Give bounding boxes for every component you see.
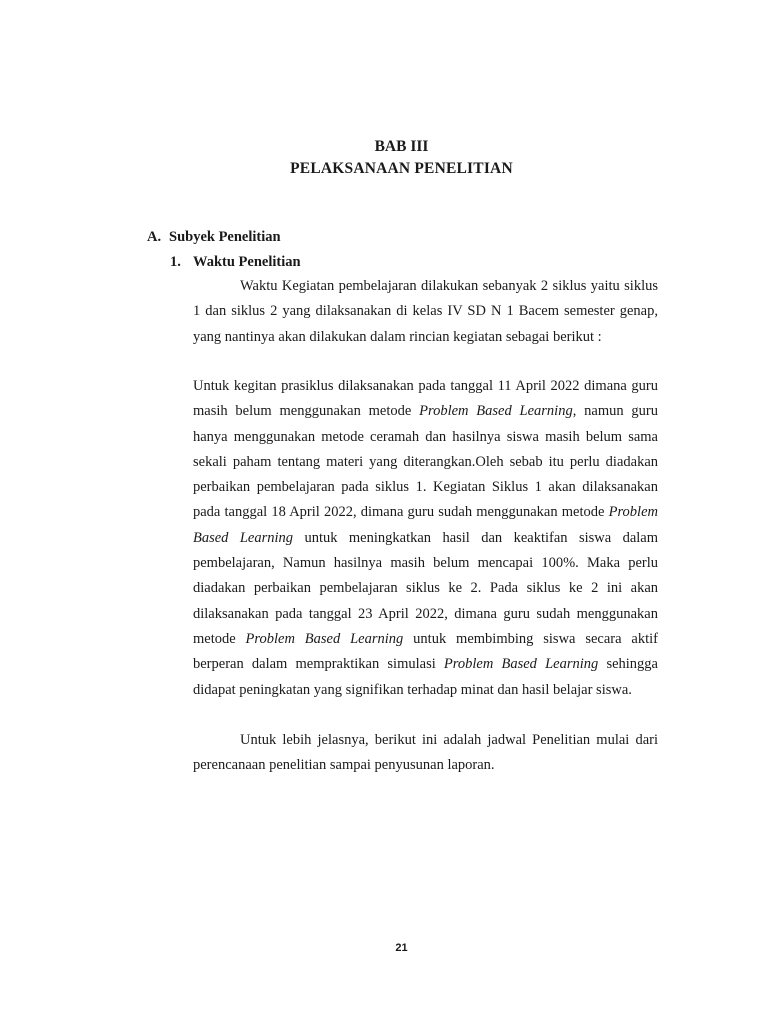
- paragraph-text: , namun guru hanya menggunakan metode ceramah dan hasilnya siswa masih belum sama sekali paham tentang materi yang diterangkan.Oleh sebab itu perlu diadakan perbaikan pembelajaran pada siklus 1. Kegiatan Siklus 1 akan dilaksanakan pada tanggal 18 April 2022, dimana guru sudah menggunakan metode: [193, 403, 658, 521]
- section-heading: [147, 227, 281, 247]
- chapter-title: PELAKSANAAN PENELITIAN: [290, 160, 513, 177]
- page-number: 21: [395, 942, 408, 954]
- paragraph-cycles: [193, 374, 658, 703]
- section-marker: A.: [147, 229, 162, 245]
- paragraph-text: Untuk kegitan prasiklus dilaksanakan pada tanggal 11 April 2022 dimana guru masih belum menggunakan metode: [193, 378, 658, 420]
- paragraph-schedule-intro: Waktu Kegiatan pembelajaran dilakukan sebanyak 2 siklus yaitu siklus 1 dan siklus 2 yang dilaksanakan di kelas IV SD N 1 Bacem semester genap, yang nantinya akan dilakukan dalam rincian kegiatan sebagai berikut :: [193, 278, 658, 345]
- subsection-marker: 1.: [170, 254, 181, 270]
- section-title: Subyek Penelitian: [169, 229, 281, 245]
- method-term: Problem Based Learning: [419, 403, 573, 420]
- chapter-label: BAB III: [374, 138, 429, 155]
- subsection-title: Waktu Penelitian: [193, 254, 301, 270]
- paragraph-text: untuk meningkatkan hasil dan keaktifan siswa dalam pembelajaran, Namun hasilnya masih belum mencapai 100%. Maka perlu diadakan perbaikan pembelajaran siklus ke 2. Pada siklus ke 2 ini akan dilaksanakan pada tanggal 23 April 2022, dimana guru sudah menggunakan metode: [193, 529, 659, 647]
- subsection-heading: [170, 252, 301, 272]
- paragraph-schedule-note: Untuk lebih jelasnya, berikut ini adalah jadwal Penelitian mulai dari perencanaan penelitian sampai penyusunan laporan.: [193, 732, 658, 774]
- method-term: Problem Based Learning: [193, 504, 658, 546]
- method-term: Problem Based Learning: [443, 656, 599, 673]
- paragraph-text: sehingga didapat peningkatan yang signifikan terhadap minat dan hasil belajar siswa.: [193, 656, 658, 698]
- paragraph-text: untuk membimbing siswa secara aktif berperan dalam mempraktikan simulasi: [193, 630, 658, 673]
- method-term: Problem Based Learning: [245, 630, 404, 647]
